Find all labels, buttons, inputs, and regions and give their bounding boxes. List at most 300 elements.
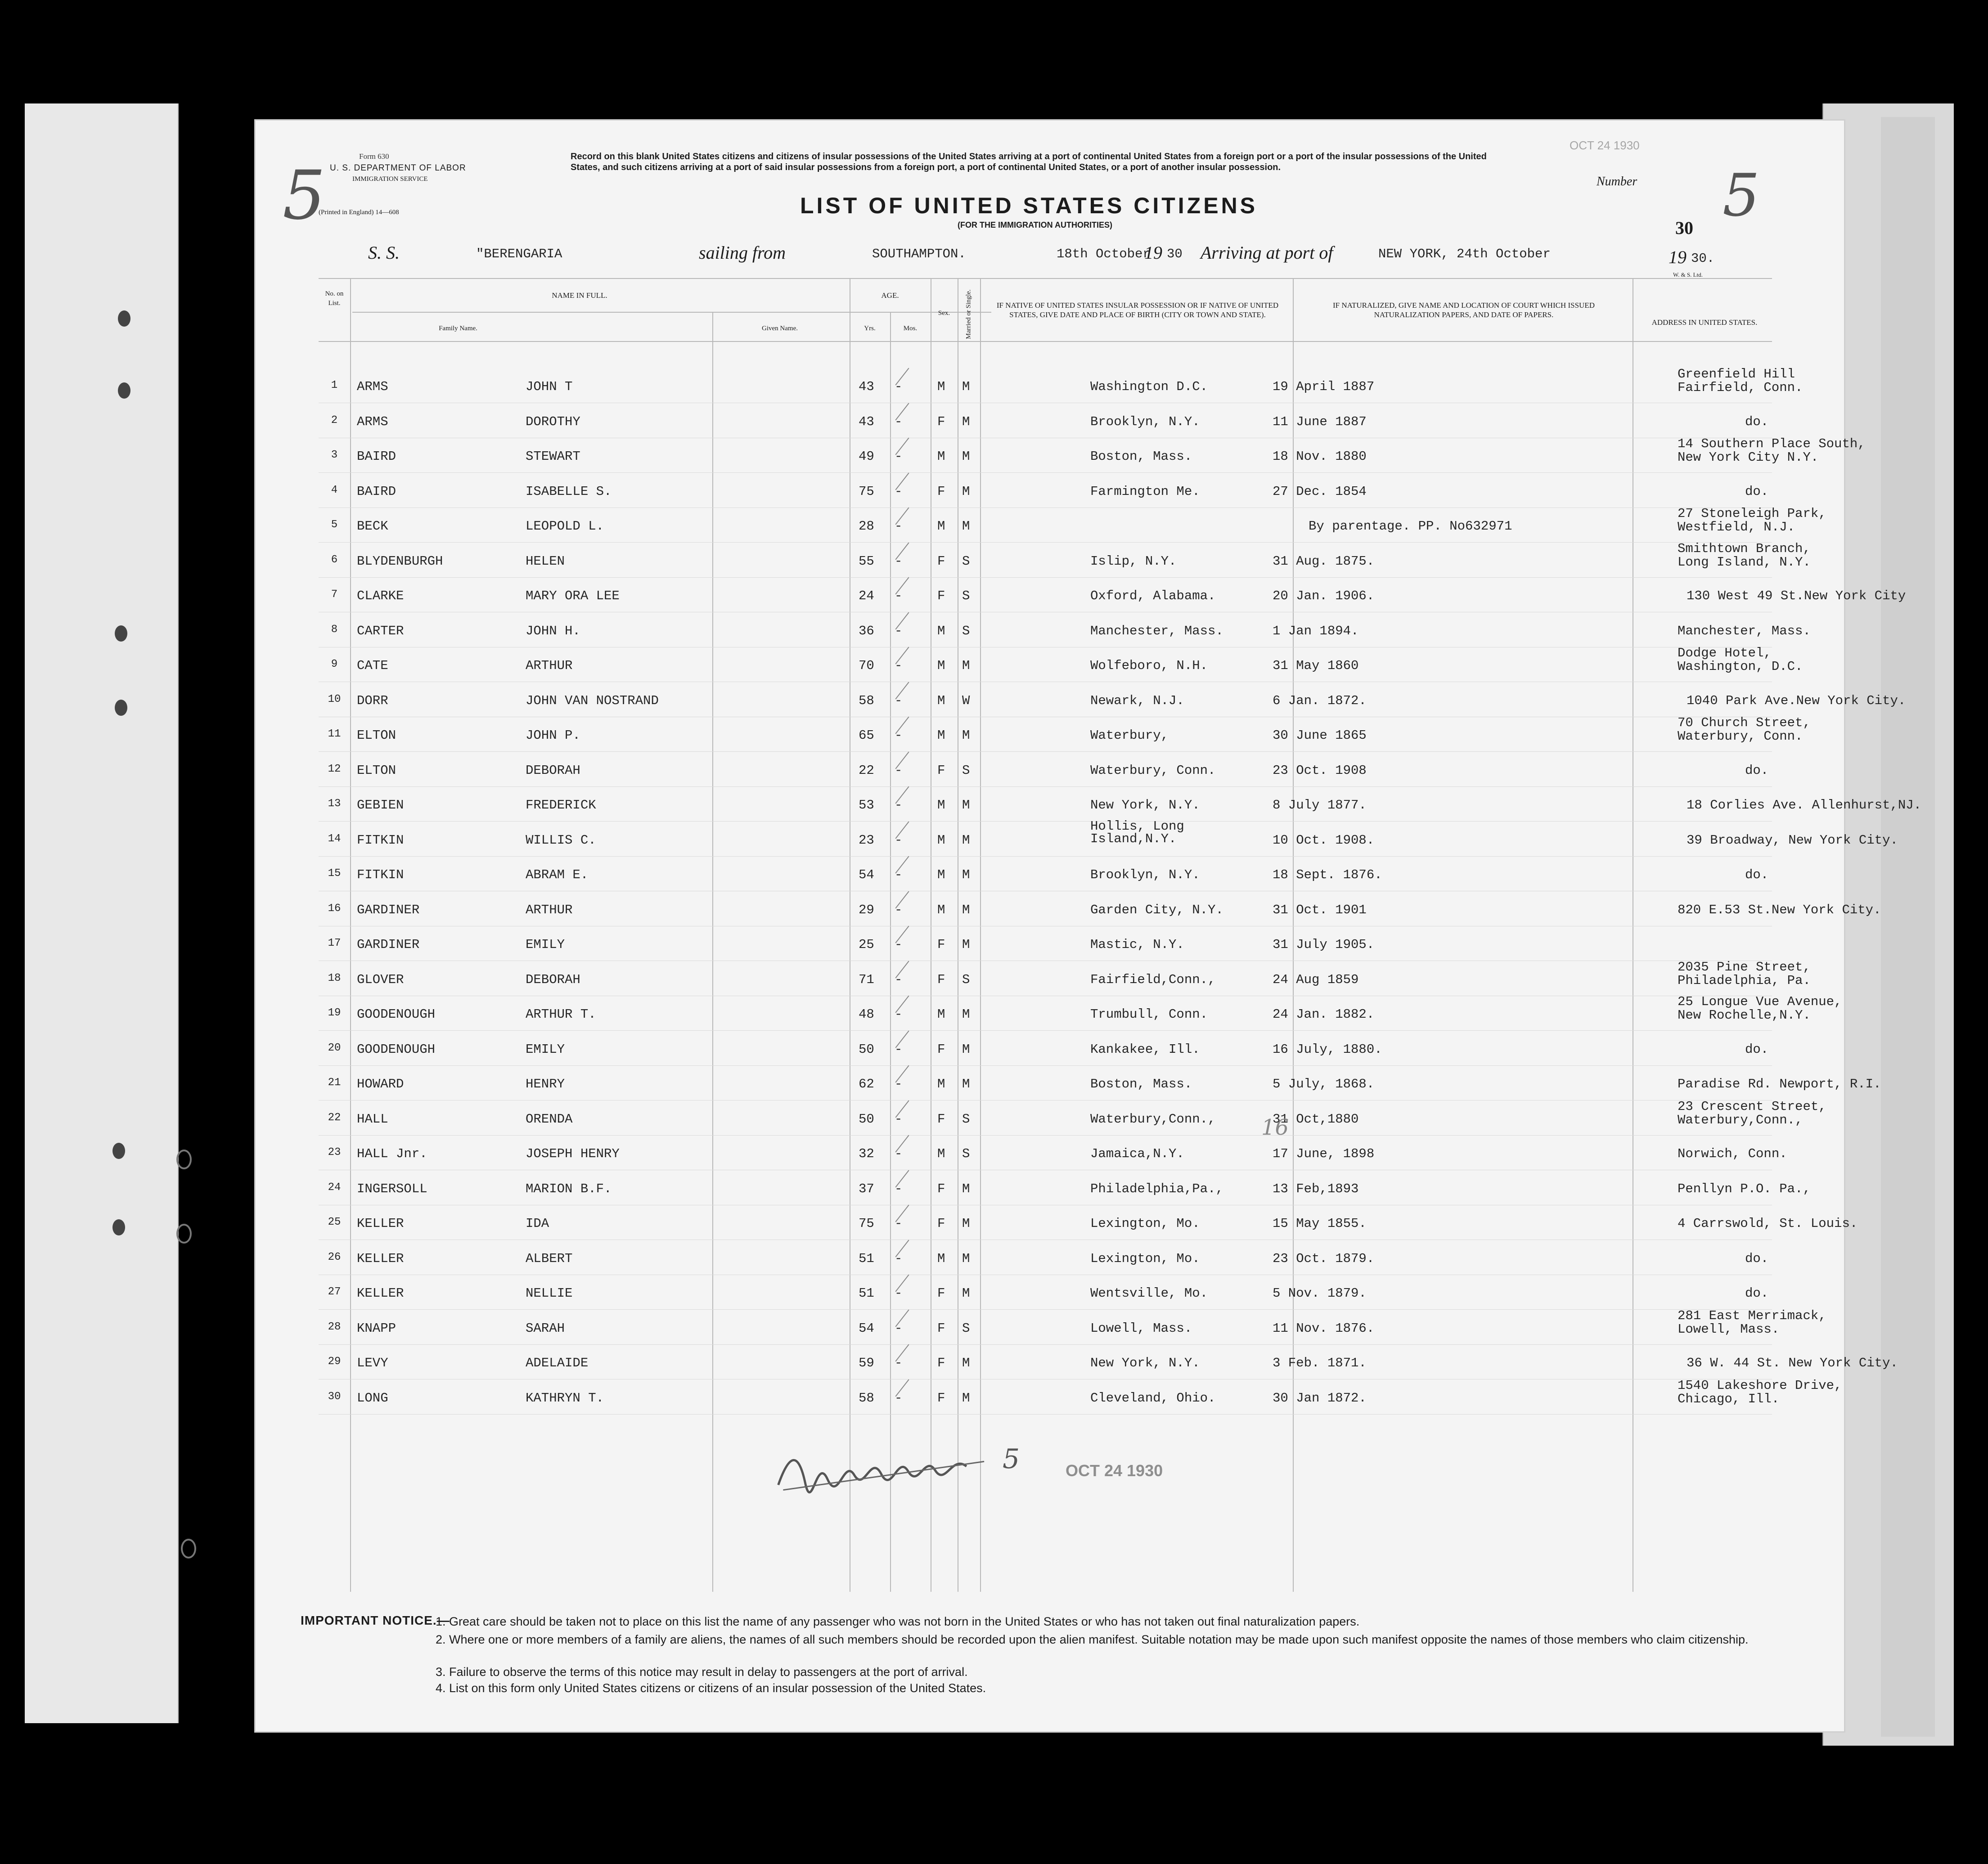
marital-status: M bbox=[962, 1077, 970, 1091]
birth-date: 18 Sept. 1876. bbox=[1273, 867, 1382, 882]
birth-date: 24 Jan. 1882. bbox=[1273, 1007, 1375, 1022]
row-number: 17 bbox=[328, 937, 341, 949]
sex: F bbox=[937, 1181, 945, 1196]
birth-place: Islip, N.Y. bbox=[1090, 553, 1177, 569]
birth-place: Lexington, Mo. bbox=[1090, 1251, 1200, 1266]
marital-status: S bbox=[962, 553, 970, 569]
marital-status: W bbox=[962, 693, 970, 708]
given-name: MARY ORA LEE bbox=[526, 588, 620, 603]
header-bottom-rule bbox=[319, 341, 1772, 342]
inspection-stamp: OCT 24 1930 bbox=[1066, 1461, 1163, 1480]
age-years: 32 bbox=[859, 1146, 874, 1161]
sex: M bbox=[937, 728, 945, 743]
birth-date: 10 Oct. 1908. bbox=[1273, 832, 1375, 848]
family-name: CATE bbox=[357, 658, 388, 673]
address-line-1: do. bbox=[1745, 1286, 1769, 1301]
row-number: 3 bbox=[331, 449, 338, 461]
signature-mark: 5 bbox=[1003, 1443, 1020, 1475]
birth-date: 18 Nov. 1880 bbox=[1273, 449, 1367, 464]
address-line-1: 1040 Park Ave.New York City. bbox=[1687, 693, 1906, 708]
age-years: 71 bbox=[859, 972, 874, 987]
given-name: DEBORAH bbox=[526, 972, 580, 987]
punch-hole-icon bbox=[112, 1219, 125, 1235]
family-name: FITKIN bbox=[357, 867, 404, 882]
address-line-2: Washington, D.C. bbox=[1678, 659, 1803, 674]
marital-status: M bbox=[962, 798, 970, 813]
depart-date: 18th October bbox=[1057, 247, 1151, 261]
depart-year: 30 bbox=[1167, 247, 1183, 261]
marital-status: M bbox=[962, 1007, 970, 1022]
row-number: 21 bbox=[328, 1077, 341, 1089]
birth-place: Boston, Mass. bbox=[1090, 1077, 1192, 1091]
sex: F bbox=[937, 1042, 945, 1057]
row-rule bbox=[319, 472, 1772, 473]
given-name: ARTHUR bbox=[526, 658, 573, 673]
age-years: 55 bbox=[859, 553, 874, 569]
col-header-no: No. on List. bbox=[325, 290, 344, 307]
handwritten-mark: 5 bbox=[283, 157, 326, 235]
age-months: - bbox=[895, 1007, 903, 1022]
birth-place: Newark, N.J. bbox=[1090, 693, 1184, 708]
printer-mark: W. & S. Ltd. bbox=[1673, 271, 1703, 278]
family-name: BAIRD bbox=[357, 449, 396, 464]
family-name: INGERSOLL bbox=[357, 1181, 427, 1196]
address-line-1: Penllyn P.O. Pa., bbox=[1678, 1181, 1811, 1196]
handwritten-number: 5 bbox=[1723, 161, 1760, 229]
age-years: 37 bbox=[859, 1181, 874, 1196]
col-divider bbox=[890, 312, 891, 1592]
age-years: 58 bbox=[859, 1390, 874, 1406]
family-name: GARDINER bbox=[357, 937, 420, 952]
family-name: HALL Jnr. bbox=[357, 1146, 427, 1161]
sex: M bbox=[937, 1077, 945, 1091]
birth-place: Hollis, Long Island,N.Y. bbox=[1090, 818, 1184, 846]
birth-place: Wolfeboro, N.H. bbox=[1090, 658, 1208, 673]
age-years: 59 bbox=[859, 1356, 874, 1370]
ring-hole-icon bbox=[176, 1224, 192, 1244]
birth-place: Cleveland, Ohio. bbox=[1090, 1390, 1216, 1406]
marital-status: M bbox=[962, 519, 970, 534]
family-name: BECK bbox=[357, 519, 388, 534]
marital-status: S bbox=[962, 1111, 970, 1127]
marital-status: M bbox=[962, 1286, 970, 1301]
marital-status: M bbox=[962, 1216, 970, 1231]
sex: F bbox=[937, 937, 945, 952]
given-name: MARION B.F. bbox=[526, 1181, 612, 1196]
age-months: - bbox=[895, 553, 903, 569]
margin-note: 16 bbox=[1261, 1115, 1289, 1140]
given-name: FREDERICK bbox=[526, 798, 596, 813]
birth-date: 3 Feb. 1871. bbox=[1273, 1356, 1367, 1370]
sex: F bbox=[937, 588, 945, 603]
marital-status: M bbox=[962, 658, 970, 673]
family-name: DORR bbox=[357, 693, 388, 708]
birth-place: Garden City, N.Y. bbox=[1090, 902, 1223, 917]
age-years: 23 bbox=[859, 832, 874, 848]
sex: F bbox=[937, 484, 945, 499]
marital-status: M bbox=[962, 1042, 970, 1057]
col-divider bbox=[980, 278, 981, 1592]
family-name: CLARKE bbox=[357, 588, 404, 603]
depart-year-prefix: 19 bbox=[1144, 243, 1162, 263]
age-years: 75 bbox=[859, 1216, 874, 1231]
address-line-1: 23 Crescent Street, bbox=[1678, 1099, 1826, 1114]
age-months: - bbox=[895, 379, 903, 394]
family-name: GARDINER bbox=[357, 902, 420, 917]
given-name: JOHN H. bbox=[526, 623, 580, 638]
row-number: 4 bbox=[331, 484, 338, 496]
address-line-1: do. bbox=[1745, 484, 1769, 499]
birth-date: 11 June 1887 bbox=[1273, 414, 1367, 429]
sex: M bbox=[937, 867, 945, 882]
row-number: 28 bbox=[328, 1321, 341, 1333]
row-rule bbox=[319, 1065, 1772, 1066]
sex: F bbox=[937, 1321, 945, 1336]
col-header-married: Married or Single. bbox=[965, 289, 972, 339]
birth-place: Lowell, Mass. bbox=[1090, 1321, 1192, 1336]
sex: M bbox=[937, 623, 945, 638]
age-months: - bbox=[895, 902, 903, 917]
col-header-mos: Mos. bbox=[903, 325, 918, 332]
family-name: GLOVER bbox=[357, 972, 404, 987]
sex: F bbox=[937, 1286, 945, 1301]
address-line-1: Dodge Hotel, bbox=[1678, 646, 1772, 660]
col-header-naturalized: IF NATURALIZED, GIVE NAME AND LOCATION OF COURT WHICH ISSUED NATURALIZATION PAPERS, AND DATE OF PAPERS. bbox=[1332, 301, 1595, 319]
age-months: - bbox=[895, 763, 903, 778]
row-number: 11 bbox=[328, 728, 341, 740]
row-number: 29 bbox=[328, 1356, 341, 1368]
address-line-1: do. bbox=[1745, 1042, 1769, 1057]
row-number: 23 bbox=[328, 1146, 341, 1159]
department-name: U. S. DEPARTMENT OF LABOR bbox=[330, 163, 466, 173]
col-header-family: Family Name. bbox=[439, 325, 477, 332]
marital-status: S bbox=[962, 623, 970, 638]
address-line-2: New York City N.Y. bbox=[1678, 450, 1819, 465]
birth-place: Boston, Mass. bbox=[1090, 449, 1192, 464]
birth-place: Philadelphia,Pa., bbox=[1090, 1181, 1223, 1196]
age-years: 48 bbox=[859, 1007, 874, 1022]
address-line-1: Norwich, Conn. bbox=[1678, 1146, 1787, 1161]
age-months: - bbox=[895, 519, 903, 534]
age-months: - bbox=[895, 588, 903, 603]
sex: M bbox=[937, 519, 945, 534]
age-months: - bbox=[895, 1356, 903, 1370]
address-line-1: do. bbox=[1745, 763, 1769, 778]
age-months: - bbox=[895, 484, 903, 499]
age-months: - bbox=[895, 798, 903, 813]
col-header-name: NAME IN FULL. bbox=[552, 291, 607, 300]
family-name: HOWARD bbox=[357, 1077, 404, 1091]
birth-date: 19 April 1887 bbox=[1273, 379, 1375, 394]
family-name: ARMS bbox=[357, 379, 388, 394]
marital-status: M bbox=[962, 832, 970, 848]
row-number: 16 bbox=[328, 902, 341, 915]
ss-label: S. S. bbox=[368, 243, 400, 263]
family-name: ELTON bbox=[357, 728, 396, 743]
family-name: GOODENOUGH bbox=[357, 1007, 436, 1022]
sex: M bbox=[937, 832, 945, 848]
marital-status: M bbox=[962, 867, 970, 882]
family-name: KNAPP bbox=[357, 1321, 396, 1336]
punch-hole-icon bbox=[118, 382, 130, 399]
arrival-port-date: NEW YORK, 24th October bbox=[1378, 247, 1551, 261]
row-rule bbox=[319, 542, 1772, 543]
birth-date: 11 Nov. 1876. bbox=[1273, 1321, 1375, 1336]
birth-place: Manchester, Mass. bbox=[1090, 623, 1223, 638]
birth-place: Jamaica,N.Y. bbox=[1090, 1146, 1184, 1161]
page-number: 30 bbox=[1675, 218, 1693, 238]
service-name: IMMIGRATION SERVICE bbox=[352, 175, 428, 183]
age-months: - bbox=[895, 972, 903, 987]
given-name: SARAH bbox=[526, 1321, 565, 1336]
row-number: 8 bbox=[331, 623, 338, 636]
form-number: Form 630 bbox=[359, 152, 389, 161]
ring-hole-icon bbox=[176, 1150, 192, 1169]
given-name: HENRY bbox=[526, 1077, 565, 1091]
marital-status: M bbox=[962, 1390, 970, 1406]
sex: M bbox=[937, 693, 945, 708]
birth-date: 17 June, 1898 bbox=[1273, 1146, 1375, 1161]
age-years: 25 bbox=[859, 937, 874, 952]
marital-status: S bbox=[962, 763, 970, 778]
birth-place: Brooklyn, N.Y. bbox=[1090, 867, 1200, 882]
row-rule bbox=[319, 1344, 1772, 1345]
punch-hole-icon bbox=[115, 700, 127, 716]
row-number: 10 bbox=[328, 693, 341, 705]
given-name: JOSEPH HENRY bbox=[526, 1146, 620, 1161]
sex: F bbox=[937, 414, 945, 429]
given-name: DOROTHY bbox=[526, 414, 580, 429]
birth-date: 16 July, 1880. bbox=[1273, 1042, 1382, 1057]
given-name: IDA bbox=[526, 1216, 549, 1231]
birth-date: 8 July 1877. bbox=[1273, 798, 1367, 813]
address-line-2: Long Island, N.Y. bbox=[1678, 554, 1811, 570]
address-line-1: Manchester, Mass. bbox=[1678, 623, 1811, 638]
col-divider bbox=[350, 278, 351, 1592]
marital-status: S bbox=[962, 588, 970, 603]
birth-date: 31 Oct,1880 bbox=[1273, 1111, 1359, 1127]
family-name: ELTON bbox=[357, 763, 396, 778]
printed-note: (Printed in England) 14—608 bbox=[319, 209, 399, 216]
row-rule bbox=[319, 1030, 1772, 1031]
address-line-1: 14 Southern Place South, bbox=[1678, 436, 1866, 451]
age-years: 54 bbox=[859, 1321, 874, 1336]
marital-status: M bbox=[962, 484, 970, 499]
marital-status: M bbox=[962, 1356, 970, 1370]
sailing-label: sailing from bbox=[699, 243, 786, 263]
address-line-2: Waterbury,Conn., bbox=[1678, 1112, 1803, 1127]
scan-left-edge bbox=[25, 103, 179, 1723]
age-months: - bbox=[895, 414, 903, 429]
marital-status: S bbox=[962, 1146, 970, 1161]
birth-date: 23 Oct. 1908 bbox=[1273, 763, 1367, 778]
row-number: 30 bbox=[328, 1390, 341, 1403]
address-line-1: 36 W. 44 St. New York City. bbox=[1687, 1356, 1898, 1370]
marital-status: M bbox=[962, 728, 970, 743]
col-header-given: Given Name. bbox=[762, 325, 798, 332]
row-rule bbox=[319, 1135, 1772, 1136]
age-years: 53 bbox=[859, 798, 874, 813]
age-months: - bbox=[895, 449, 903, 464]
age-years: 62 bbox=[859, 1077, 874, 1091]
given-name: ORENDA bbox=[526, 1111, 573, 1127]
form-instructions: Record on this blank United States citizens and citizens of insular possessions of the United States arriving at a port of continental United States from a foreign port or a port of the insular possessions of the United States, and such citizens arriving at a port of said insular possessions from a foreign port, a port of continental United States, or a port of another insular possession. bbox=[571, 152, 1487, 172]
marital-status: M bbox=[962, 1181, 970, 1196]
marital-status: M bbox=[962, 449, 970, 464]
name-header-rule bbox=[352, 312, 991, 313]
birth-date: 31 Oct. 1901 bbox=[1273, 902, 1367, 917]
given-name: STEWART bbox=[526, 449, 580, 464]
page-title: LIST OF UNITED STATES CITIZENS bbox=[800, 193, 1258, 218]
row-number: 24 bbox=[328, 1181, 341, 1194]
birth-date: 31 May 1860 bbox=[1273, 658, 1359, 673]
given-name: ABRAM E. bbox=[526, 867, 589, 882]
age-years: 50 bbox=[859, 1042, 874, 1057]
age-years: 75 bbox=[859, 484, 874, 499]
birth-place: Wentsville, Mo. bbox=[1090, 1286, 1208, 1301]
table-top-rule bbox=[319, 278, 1772, 279]
address-line-2: Philadelphia, Pa. bbox=[1678, 973, 1811, 988]
address-line-2: Chicago, Ill. bbox=[1678, 1391, 1780, 1406]
row-rule bbox=[319, 1309, 1772, 1310]
marital-status: M bbox=[962, 937, 970, 952]
age-years: 65 bbox=[859, 728, 874, 743]
birth-date: 1 Jan 1894. bbox=[1273, 623, 1359, 638]
address-line-2: Lowell, Mass. bbox=[1678, 1321, 1780, 1337]
address-line-1: Greenfield Hill bbox=[1678, 367, 1795, 382]
family-name: GOODENOUGH bbox=[357, 1042, 436, 1057]
address-line-1: 130 West 49 St.New York City bbox=[1687, 588, 1906, 603]
address-line-1: 4 Carrswold, St. Louis. bbox=[1678, 1216, 1858, 1231]
birth-date: 31 July 1905. bbox=[1273, 937, 1375, 952]
address-line-1: 281 East Merrimack, bbox=[1678, 1308, 1826, 1323]
sex: F bbox=[937, 553, 945, 569]
age-years: 70 bbox=[859, 658, 874, 673]
number-label: Number bbox=[1597, 175, 1637, 189]
family-name: BLYDENBURGH bbox=[357, 553, 443, 569]
birth-date: 5 Nov. 1879. bbox=[1273, 1286, 1367, 1301]
family-name: KELLER bbox=[357, 1216, 404, 1231]
row-number: 25 bbox=[328, 1216, 341, 1228]
given-name: JOHN P. bbox=[526, 728, 580, 743]
row-rule bbox=[319, 821, 1772, 822]
birth-place: Fairfield,Conn., bbox=[1090, 972, 1216, 987]
col-header-sex: Sex. bbox=[938, 310, 950, 317]
signature-scribble-icon bbox=[771, 1433, 1008, 1499]
given-name: JOHN VAN NOSTRAND bbox=[526, 693, 659, 708]
address-line-1: 70 Church Street, bbox=[1678, 715, 1811, 730]
sex: M bbox=[937, 379, 945, 394]
family-name: LONG bbox=[357, 1390, 388, 1406]
row-rule bbox=[319, 577, 1772, 578]
birth-place: New York, N.Y. bbox=[1090, 1356, 1200, 1370]
arrive-year: 30. bbox=[1691, 251, 1715, 266]
family-name: HALL bbox=[357, 1111, 388, 1127]
address-line-1: 25 Longue Vue Avenue, bbox=[1678, 994, 1842, 1009]
sex: F bbox=[937, 763, 945, 778]
col-header-age: AGE. bbox=[881, 291, 899, 300]
given-name: WILLIS C. bbox=[526, 832, 596, 848]
address-line-2: New Rochelle,N.Y. bbox=[1678, 1008, 1811, 1023]
given-name: JOHN T bbox=[526, 379, 573, 394]
age-years: 29 bbox=[859, 902, 874, 917]
sex: F bbox=[937, 1111, 945, 1127]
row-rule bbox=[319, 856, 1772, 857]
age-years: 36 bbox=[859, 623, 874, 638]
sex: M bbox=[937, 902, 945, 917]
sex: F bbox=[937, 1390, 945, 1406]
age-years: 49 bbox=[859, 449, 874, 464]
row-number: 9 bbox=[331, 658, 338, 670]
age-years: 50 bbox=[859, 1111, 874, 1127]
age-months: - bbox=[895, 867, 903, 882]
row-number: 7 bbox=[331, 588, 338, 601]
age-months: - bbox=[895, 1146, 903, 1161]
birth-date: 6 Jan. 1872. bbox=[1273, 693, 1367, 708]
arrive-year-prefix: 19 bbox=[1669, 247, 1687, 267]
address-line-2: Fairfield, Conn. bbox=[1678, 380, 1803, 395]
age-years: 43 bbox=[859, 379, 874, 394]
col-divider bbox=[712, 312, 713, 1592]
given-name: ISABELLE S. bbox=[526, 484, 612, 499]
notice-item-4: 4. List on this form only United States citizens or citizens of an insular possession of the United States. bbox=[436, 1681, 986, 1695]
age-years: 58 bbox=[859, 693, 874, 708]
arriving-label: Arriving at port of bbox=[1201, 243, 1333, 263]
row-number: 14 bbox=[328, 832, 341, 845]
given-name: DEBORAH bbox=[526, 763, 580, 778]
given-name: EMILY bbox=[526, 937, 565, 952]
row-number: 13 bbox=[328, 798, 341, 810]
birth-place: Lexington, Mo. bbox=[1090, 1216, 1200, 1231]
ship-name: "BERENGARIA bbox=[476, 247, 562, 261]
family-name: LEVY bbox=[357, 1356, 388, 1370]
marital-status: M bbox=[962, 414, 970, 429]
birth-date: 20 Jan. 1906. bbox=[1273, 588, 1375, 603]
birth-date: 23 Oct. 1879. bbox=[1273, 1251, 1375, 1266]
age-months: - bbox=[895, 1181, 903, 1196]
row-rule bbox=[319, 751, 1772, 752]
given-name: NELLIE bbox=[526, 1286, 573, 1301]
sex: M bbox=[937, 1007, 945, 1022]
age-years: 51 bbox=[859, 1251, 874, 1266]
address-line-1: 18 Corlies Ave. Allenhurst,NJ. bbox=[1687, 798, 1922, 813]
address-line-1: Paradise Rd. Newport, R.I. bbox=[1678, 1077, 1881, 1091]
birth-place: Waterbury,Conn., bbox=[1090, 1111, 1216, 1127]
family-name: GEBIEN bbox=[357, 798, 404, 813]
age-months: - bbox=[895, 1321, 903, 1336]
manifest-sheet bbox=[254, 119, 1922, 1733]
address-line-1: 2035 Pine Street, bbox=[1678, 959, 1811, 975]
age-months: - bbox=[895, 728, 903, 743]
given-name: LEOPOLD L. bbox=[526, 519, 604, 534]
birth-place: Trumbull, Conn. bbox=[1090, 1007, 1208, 1022]
age-years: 28 bbox=[859, 519, 874, 534]
address-line-1: do. bbox=[1745, 414, 1769, 429]
given-name: HELEN bbox=[526, 553, 565, 569]
row-number: 22 bbox=[328, 1111, 341, 1124]
birth-place: Washington D.C. bbox=[1090, 379, 1208, 394]
inspector-signature bbox=[771, 1433, 1009, 1508]
address-line-1: do. bbox=[1745, 1251, 1769, 1266]
given-name: ARTHUR T. bbox=[526, 1007, 596, 1022]
punch-hole-icon bbox=[112, 1143, 125, 1159]
birth-date: 24 Aug 1859 bbox=[1273, 972, 1359, 987]
birth-date: 30 June 1865 bbox=[1273, 728, 1367, 743]
row-number: 27 bbox=[328, 1286, 341, 1298]
birth-place: New York, N.Y. bbox=[1090, 798, 1200, 813]
birth-date: 13 Feb,1893 bbox=[1273, 1181, 1359, 1196]
given-name: EMILY bbox=[526, 1042, 565, 1057]
